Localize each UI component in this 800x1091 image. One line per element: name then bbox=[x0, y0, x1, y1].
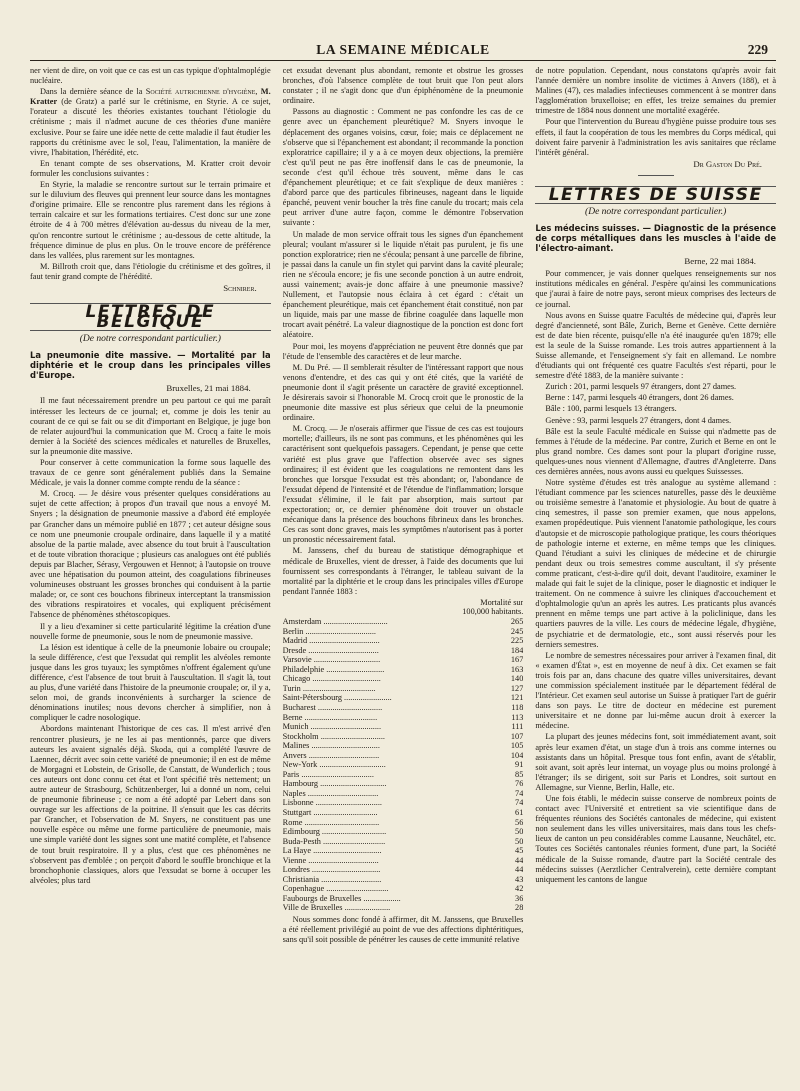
mortality-value: 76 bbox=[515, 779, 524, 789]
table-row bbox=[283, 674, 524, 684]
mortality-value: 104 bbox=[510, 750, 524, 760]
table-row bbox=[283, 837, 524, 847]
mortality-value: 61 bbox=[515, 808, 524, 817]
city-name: Varsovie ................................ bbox=[282, 655, 381, 665]
city-name: La Haye ................................. bbox=[282, 846, 382, 856]
section-title-suisse: LETTRES DE SUISSE bbox=[535, 186, 776, 204]
paragraph: M. Crocq. — Je n'oserais affirmer que l'issue de ces cas est toujours mortelle; d'ailleurs, ils ne sont pas communs, et les phénomènes qui les caractérisent sont quelquefois passagers. Cependant, je pense que cette variété est plus grave que l'affection observée avec ses signes ordinaires; il est évident que les coagulations ne remontent dans les bronches que lorsque l'exsudat est très abondant; or, l'abondance de l'exsudat dépend de l'intensité et de l'étendue de l'inflammation; lorsque l'exsudat s'élimine, il le fait par absorption, mais surtout par expectoration; or, ce dernier phénomène doit trouver un obstacle mécanique dans la présence des bouchons fibrineux dans les bronches. Ces cas sont donc graves, mais les symptômes n'autorisent pas à porter un pronostic nécessairement fatal. bbox=[282, 424, 524, 545]
city-name: Lisbonne ................................ bbox=[282, 798, 382, 808]
page-number: 229 bbox=[747, 42, 768, 57]
city-name: Bucharest ............................... bbox=[282, 702, 383, 712]
paragraph: cet exsudat devenant plus abondant, remonte et obstrue les grosses bronches, d'où l'absence complète de tout bruit que l'on peut alors constater ; il ne s'agit donc que d'un épiphénomène de la pneumonie ordinaire. bbox=[282, 66, 524, 106]
mortality-value: 113 bbox=[511, 712, 524, 722]
city-name: Naples .................................. bbox=[282, 788, 379, 798]
city-name: Chicago ................................. bbox=[282, 674, 381, 684]
paragraph: de notre population. Cependant, nous constatons qu'après avoir fait l'année dernière un nombre insolite de victimes à Anvers (188), et à Malines (47), ces maladies infectieuses commencent à se montrer dans l'agglomération bruxelloise; en effet, les treize semaines du premier trimestre de 1884 nous donnent une mortalité exagérée. bbox=[535, 66, 777, 116]
dateline: Berne, 22 mai 1884. bbox=[684, 256, 757, 267]
paragraph: Abordons maintenant l'historique de ces cas. Il m'est arrivé d'en rencontrer plusieurs, je ne les ai pas mentionnés, parce que divers auteurs les avaient signalés déjà. Skoda, qui a complété l'œuvre de Laennec, décrit avec soin cette variété de pneumonie; il en est de même de Morgagni et Lobstein, de Grisolle, de Canstatt, de Wunderlich ; tous ces auteurs ont donc connu cet état et l'ont spécifié très nettement; un autre auteur de Strasbourg, Schützenberger, lui a donné un nom, celui de pneumonie fibrineuse ; ce nom a été adopté par Lebert dans son ouvrage sur les affections de la poitrine. Il s'ensuit que les cas décrits par Grancher, et l'observation de M. Snyers, ne constituent pas une nouvelle espèce ou même une forme particulière de pneumonie, mais une simple variété dont les signes sont une matité complète, et l'absence de tout bruit respiratoire. Il y a plus, c'est que ces phénomènes ne s'observent pas d'emblée ; on perçoit d'abord le souffle bronchique et la bronchophonie classiques, alors que l'exsudat se borne à occuper les alvéoles; plus tard bbox=[30, 724, 271, 885]
column-1 bbox=[30, 66, 271, 1087]
table-row bbox=[283, 818, 524, 828]
table-row bbox=[283, 627, 524, 637]
table-row bbox=[283, 732, 524, 742]
paragraph: Pour conserver à cette communication la forme sous laquelle des travaux de ce genre sont généralement publiés dans la Semaine Médicale, je vais la donner comme compte rendu de la séance : bbox=[30, 458, 271, 488]
city-name: Dresde .................................. bbox=[282, 645, 379, 655]
mortality-value: 43 bbox=[515, 874, 524, 884]
table-row bbox=[283, 827, 524, 837]
correspondent-line: (De notre correspondant particulier.) bbox=[585, 207, 727, 218]
mortality-value: 36 bbox=[515, 893, 524, 903]
mortality-value: 118 bbox=[511, 702, 524, 712]
table-row bbox=[283, 894, 524, 904]
columns bbox=[30, 66, 776, 1087]
table-row bbox=[283, 693, 524, 703]
article-heading: La pneumonie dite massive. — Mortalité par la diphtérie et le croup dans les principales villes d'Europe. bbox=[30, 350, 271, 381]
journal-title: LA SEMAINE MÉDICALE bbox=[316, 42, 490, 57]
mortality-value: 225 bbox=[510, 636, 524, 646]
city-name: Munich .................................. bbox=[282, 722, 382, 732]
mortality-value: 50 bbox=[515, 827, 524, 837]
city-name: Rome .................................... bbox=[282, 817, 380, 827]
paragraph: Il y a lieu d'examiner si cette particularité légitime la création d'une nouvelle forme de pneumonie, sous le nom de pneumonie massive. bbox=[30, 621, 271, 641]
dateline: Bruxelles, 21 mai 1884. bbox=[166, 383, 251, 394]
paragraph: Un malade de mon service offrait tous les signes d'un épanchement pleural; voulant m'assurer si le liquide n'était pas purulent, je fis une ponction exploratrice; rien ne s'écoula; pensant à une parcelle de fibrine, je passai dans la canule un fin stylet qui parvint dans la cavité pleurale; rien ne s'écoula encore; je fis une seconde ponction à un autre endroit, aussi vainement; avais-je donc affaire à une pneumonie massive? Nullement, et l'autopsie nous éclaira à cet égard : c'était un épanchement pleurétique, mais cet épanchement était constitué, non par un liquide, mais par une masse de fibrine coagulée dans laquelle mon trocart avait pénétré. La valeur diagnostique de la ponction est donc fort aléatoire. bbox=[282, 229, 524, 340]
mortality-value: 167 bbox=[510, 655, 524, 665]
city-name: Madrid .................................. bbox=[282, 636, 380, 646]
city-name: Turin ................................... bbox=[282, 683, 376, 693]
table-row bbox=[283, 617, 524, 627]
table-row bbox=[283, 646, 524, 656]
mortality-value: 121 bbox=[510, 693, 524, 703]
paragraph: Nous avons en Suisse quatre Facultés de médecine qui, d'après leur degré d'ancienneté, sont Bâle, Zurich, Berne et Genève. Cette dernière est de date bien récente, puisqu'elle n'a été inaugurée qu'en 1879; elle est la seule de la Suisse romande. Les trois autres appartiennent à la Suisse allemande, et l'enseignement s'y fait en allemand. Le nombre d'étudiants qui ont fréquenté ces quatre Facultés s'est réparti, pour le semestre d'été 1883, de la manière suivante : bbox=[535, 310, 777, 381]
mortality-value: 50 bbox=[515, 836, 524, 846]
city-name: Faubourgs de Bruxelles .................. bbox=[282, 893, 401, 903]
table-row bbox=[283, 770, 524, 780]
mortality-value: 44 bbox=[515, 855, 524, 865]
mortality-value: 127 bbox=[510, 683, 524, 693]
paragraph: La lésion est identique à celle de la pneumonie lobaire ou croupale; la seule différence, c'est que l'exsudat qui remplit les alvéoles remonte jusque dans les gros tuyaux; les symptômes n'offrent également qu'une différence, c'est l'absence de tout bruit à l'auscultation. Il s'agit là, tout au plus, d'une variété dans l'histoire de la pneumonie croupale; or, il y a, selon moi, de grands inconvénients à surcharger la science de dénominations inutiles; nous devons chercher à simplifier, non à compliquer le cadre nosologique. bbox=[30, 642, 271, 723]
paragraph: Bâle est la seule Faculté médicale en Suisse qui n'admette pas de femmes à l'étude de la médecine. Par contre, Zurich et Berne en ont le plus grand nombre. Ces dames sont pour la plupart d'origine russe, quelques-unes nous viennent d'Allemagne, d'autres d'Angleterre. Dans ces dernières années, nous avons aussi eu quelques Suissesses. bbox=[535, 426, 777, 476]
paragraph: La plupart des jeunes médecins font, soit immédiatement avant, soit après leur examen d'état, un stage d'un à trois ans comme internes ou assistants dans un hôpital. Presque tous font enfin, avant de s'établir, soit avant, soit après leur internat, un voyage plus ou moins prolongé à l'étranger; ils se dirigent, soit sur Paris et Londres, soit surtout en Allemagne, sur Vienne, Berlin, Halle, etc. bbox=[535, 732, 777, 792]
mortality-value: 28 bbox=[515, 903, 524, 913]
mortality-value: 74 bbox=[515, 798, 524, 808]
author-signature: Schnirer. bbox=[223, 282, 257, 293]
table-row bbox=[283, 884, 524, 894]
paragraph: En tenant compte de ses observations, M. Kratter croit devoir formuler les conclusions suivantes : bbox=[30, 158, 271, 178]
city-name: Malines ................................. bbox=[282, 741, 380, 751]
paragraph: Genève : 93, parmi lesquels 27 étrangers, dont 4 dames. bbox=[545, 415, 732, 425]
article-heading: Les médecins suisses. — Diagnostic de la présence de corps métalliques dans les muscles à l'aide de l'électro-aimant. bbox=[535, 223, 777, 254]
paragraph: Une fois établi, le médecin suisse conserve de nombreux points de contact avec l'Université et entretient sa vie scientifique dans de fréquentes réunions des Sociétés cantonales de médecine, qui existent non seulement dans les villes universitaires, mais dans tous les chefs-lieux de canton un peu considérables comme Lausanne, Neuchâtel, etc. Toutes ces Sociétés cantonales réunies forment, d'une part, la Société médicale de la Suisse romande, d'autre part la Société centrale des médecins suisses (Aerztlicher Centralverein), cette dernière comptant uniquement les cantons de langue bbox=[535, 794, 777, 884]
table-row bbox=[283, 684, 524, 694]
mortality-value: 111 bbox=[511, 722, 524, 732]
paragraph: Dans la dernière séance de la Société autrichienne d'hygiène, M. Kratter (de Gratz) a parlé sur le crétinisme, en Styrie. A ce sujet, l'orateur a discuté les théories existantes touchant l'étiologie du crétinisme ; mais il n'admet aucune de ces théories d'une manière exclusive. Pour se faire une idée nette de cette maladie il faut étudier les rapports du crétinisme avec le sol, l'eau, l'alimentation, la manière de vivre, l'habitation, l'hérédité, etc. bbox=[30, 87, 271, 157]
mortality-value: 45 bbox=[515, 846, 524, 856]
mortality-value: 56 bbox=[515, 817, 524, 827]
paragraph: Pour moi, les moyens d'appréciation ne peuvent être donnés que par l'étude de l'ensemble des caractères et de leur marche. bbox=[282, 341, 524, 361]
city-name: Berlin .................................. bbox=[282, 626, 377, 636]
paragraph: Notre système d'études est très analogue au système allemand : l'étudiant commence par les sciences naturelles, passe dès le deuxième ou troisième semestre à l'anatomie et physiologie. Au bout de quatre à cinq semestres, il passe son premier examen, que nous appelons, examen propédeutique. Puis viennent l'anatomie pathologique, les cours d'autopsie et de microscopie pathologique pratique, les cours théoriques de pathologie interne et externe, en même temps que les cliniques. Quand l'étudiant a suivi les cliniques de médecine et de chirurgie pendant deux ou trois semestres comme auscultant, il s'y présente comme praticant, c'est-à-dire qu'il doit, devant l'auditoire, examiner le malade qui fait le sujet de la clinique, poser le diagnostic et indiquer le traitement. On ne commence à suivre les cliniques d'accouchement et d'ophtalmologie qu'un an après les autres. Les praticants plus avancés prennent en même temps une part active à la policlinique, dans les quartiers pauvres de la ville. Les cours de médecine légale, d'hygiène, de psychiatrie et de dermatologie, etc., sont aussi réservés pour les derniers semestres. bbox=[535, 478, 777, 649]
author-signature: Dr Gaston Du Pré. bbox=[693, 158, 763, 169]
column-3 bbox=[535, 66, 776, 1087]
table-row bbox=[283, 665, 524, 675]
mortality-value: 85 bbox=[515, 769, 524, 779]
paragraph: M. Billroth croit que, dans l'étiologie du crétinisme et des goîtres, il faut tenir grand compte de l'hérédité. bbox=[30, 261, 271, 281]
city-name: Edimbourg ............................... bbox=[282, 827, 387, 837]
mortality-value: 265 bbox=[510, 617, 524, 627]
header-rule bbox=[30, 60, 776, 61]
table-row bbox=[283, 636, 524, 646]
city-name: Copenhague .............................. bbox=[282, 884, 389, 894]
correspondent-line: (De notre correspondant particulier.) bbox=[79, 334, 221, 345]
paragraph: M. Crocq. — Je désire vous présenter quelques considérations au sujet de cette affection; à propos d'un travail que nous a envoyé M. Snyers ; la désignation de pneumonie massive a d'abord été employée par Grancher dans un mémoire publié en 1877 ; cet auteur désigne sous ce nom une pneumonie croupale ordinaire, dans laquelle il y a matité absolue de la partie malade, avec absence du tout bruit à l'auscultation et de toute vibration thoracique ; plusieurs cas analogues ont été publiés depuis par Blacher, Sérasy, Vergouwen et Hennot; à l'autopsie on trouve avec une hépatisation du poumon atteint, des coagulations fibrineuses volumineuses obstruant les grosses bronches qui conduisent à la partie malade; or, ce sont ces bouchons fibrineux interceptant la transmission des vibrations respiratoires et vocales, qui expliquent précisément l'absence de phénomènes sthétoscopiques. bbox=[30, 489, 271, 620]
table-row bbox=[283, 779, 524, 789]
section-title-belgique: LETTRES DE BELGIQUE bbox=[30, 303, 271, 331]
paragraph: Pour que l'intervention du Bureau d'hygiène puisse produire tous ses effets, il faut la coopération de tous les membres du Corps médical, qui doivent faire parvenir à l'administration les avis sanitaires que réclame l'intérêt général. bbox=[535, 117, 777, 157]
table-row bbox=[283, 865, 524, 875]
city-name: Amsterdam ............................... bbox=[282, 617, 388, 627]
table-row bbox=[283, 798, 524, 808]
paragraph: ner vient de dire, on voit que ce cas est un cas typique d'ophtalmoplégie nucléaire. bbox=[30, 66, 271, 86]
table-row bbox=[283, 655, 524, 665]
paragraph: Il me faut nécessairement prendre un peu partout ce qui me paraît intéresser les lecteurs de ce journal; et, comme je dois les tenir au courant de ce qui se fait ou se dit d'important en Belgique, je juge bon de relater aujourd'hui la communication que M. Crocq a faite le mois dernier à la Société des sciences médicales et naturelles de Bruxelles, sur la pneumonie dite massive. bbox=[30, 396, 271, 456]
mortality-value: 74 bbox=[515, 788, 524, 798]
paragraph: M. Janssens, chef du bureau de statistique démographique et médicale de Bruxelles, vient de dresser, à l'aide des documents que lui fournissent ses correspondants à l'étranger, le tableau suivant de la mortalité par la diphtérie et le croup dans les principales villes d'Europe pendant l'année 1883 : bbox=[282, 546, 524, 596]
paragraph: En Styrie, la maladie se rencontre surtout sur le terrain primaire et sur le diluvium des fleuves qui prennent leur source dans les montagnes d'origine primaire. Elle se rencontre plus rarement dans les régions à terrain calcaire et sur les formations tertiaires. C'est donc sur une zone étroite de 4 à 700 mètres d'élévation au-dessus du niveau de la mer, qu'on rencontre surtout le crétinisme ; au-dessous de cette altitude, la fréquence diminue de plus en plus. On le trouve encore de préférence dans les vallées, plus rarement sur les montagnes. bbox=[30, 180, 271, 260]
table-row bbox=[283, 856, 524, 866]
paragraph: Bâle : 100, parmi lesquels 13 étrangers. bbox=[545, 404, 677, 414]
mortality-value: 163 bbox=[510, 664, 524, 674]
city-name: Paris ................................... bbox=[282, 769, 374, 779]
city-name: Berne ................................... bbox=[282, 712, 378, 722]
city-name: Ville de Bruxelles ...................... bbox=[282, 903, 391, 913]
column-2 bbox=[283, 66, 524, 1087]
city-name: Londres ................................. bbox=[282, 865, 381, 875]
mortality-value: 42 bbox=[515, 884, 524, 894]
paragraph: Berne : 147, parmi lesquels 40 étrangers, dont 26 dames. bbox=[545, 393, 734, 403]
paragraph: Passons au diagnostic : Comment ne pas confondre les cas de ce genre avec un épanchement pleurétique? M. Snyers invoque le déplacement des organes voisins, cœur, foie; mais ce déplacement ne s'observe que si l'épanchement est abondant; il recommande la ponction exploratrice capillaire; il y a à ce moyen deux objections, la première c'est qu'il peut ne pas être inoffensif dans le cas de pneumonie, la seconde c'est qu'il échoue très souvent, même dans le cas d'épanchement pleurétique; et ce fait s'explique de deux manières : d'abord parce que des particules fibrineuses, nageant dans le liquide épanché, peuvent venir boucher la très fine canule du trocart; mais cela peut arriver d'une autre façon, comme le démontre l'observation suivante : bbox=[282, 107, 524, 228]
table-row bbox=[283, 875, 524, 885]
city-name: Philadelphie ............................ bbox=[282, 664, 385, 674]
mortality-table bbox=[283, 617, 524, 913]
city-name: Vienne .................................. bbox=[282, 855, 379, 865]
paragraph: Zurich : 201, parmi lesquels 97 étrangers, dont 27 dames. bbox=[545, 382, 737, 392]
table-row bbox=[283, 713, 524, 723]
table-row bbox=[283, 760, 524, 770]
table-row bbox=[283, 789, 524, 799]
mortality-value: 44 bbox=[515, 865, 524, 875]
paragraph: M. Du Pré. — Il semblerait résulter de l'intéressant rapport que nous venons d'entendre, et des cas qui y ont été cités, que la variété de pneumonie dont il s'agit présente un caractère de gravité exceptionnel. Je désirerais savoir si l'honorable M. Crocq croit que le pronostic de la pneumonie dite massive est plus sérieux que celui de la pneumonie ordinaire. bbox=[282, 362, 524, 423]
city-name: Stuttgart ............................... bbox=[282, 808, 378, 817]
mortality-value: 184 bbox=[510, 645, 524, 655]
table-row bbox=[283, 846, 524, 856]
table-row bbox=[283, 751, 524, 761]
city-name: Christiania ............................. bbox=[282, 874, 382, 884]
city-name: Anvers .................................. bbox=[282, 750, 380, 760]
mortality-value: 140 bbox=[510, 674, 524, 684]
paragraph: Nous sommes donc fondé à affirmer, dit M. Janssens, que Bruxelles a été réellement privilégié au point de vue des affections diphtéritiques, sans qu'il soit possible de pénétrer les causes de cette immunité relative bbox=[282, 915, 524, 945]
table-row bbox=[283, 741, 524, 751]
table-row bbox=[283, 722, 524, 732]
city-name: New-York ................................ bbox=[282, 760, 386, 770]
city-name: Buda-Pesth .............................. bbox=[282, 836, 386, 846]
table-row bbox=[283, 808, 524, 818]
mortality-value: 107 bbox=[510, 731, 524, 741]
mortality-value: 245 bbox=[510, 626, 524, 636]
page-header bbox=[30, 0, 776, 57]
mortality-value: 105 bbox=[510, 741, 524, 751]
mortality-table-header: Mortalité sur 100,000 habitants. bbox=[462, 597, 524, 617]
mortality-value: 91 bbox=[515, 760, 524, 770]
table-row bbox=[283, 903, 524, 913]
paragraph: Pour commencer, je vais donner quelques renseignements sur nos institutions médicales en général. J'espère qu'ainsi les communications que j'aurai à faire de notre pays, seront mieux comprises des lecteurs de ce journal. bbox=[535, 269, 777, 309]
paragraph: Le nombre de semestres nécessaires pour arriver à l'examen final, dit « examen d'État », est en moyenne de neuf à dix. Cet examen se fait trois fois par an, dans chacune des quatre villes universitaires, devant une commission spécialement instituée par le département fédéral de l'Intérieur. Cet examen seul autorise un Suisse à pratiquer l'art de guérir dans son pays. Le titre de docteur en médecine est purement universitaire et ne donne par lui-même aucun droit à exercer la médecine. bbox=[535, 650, 777, 731]
city-name: Stockholm ............................... bbox=[282, 731, 386, 741]
table-row bbox=[283, 703, 524, 713]
city-name: Saint-Pétersbourg ....................... bbox=[282, 693, 392, 703]
city-name: Hambourg ................................ bbox=[282, 779, 387, 789]
divider bbox=[638, 175, 674, 176]
